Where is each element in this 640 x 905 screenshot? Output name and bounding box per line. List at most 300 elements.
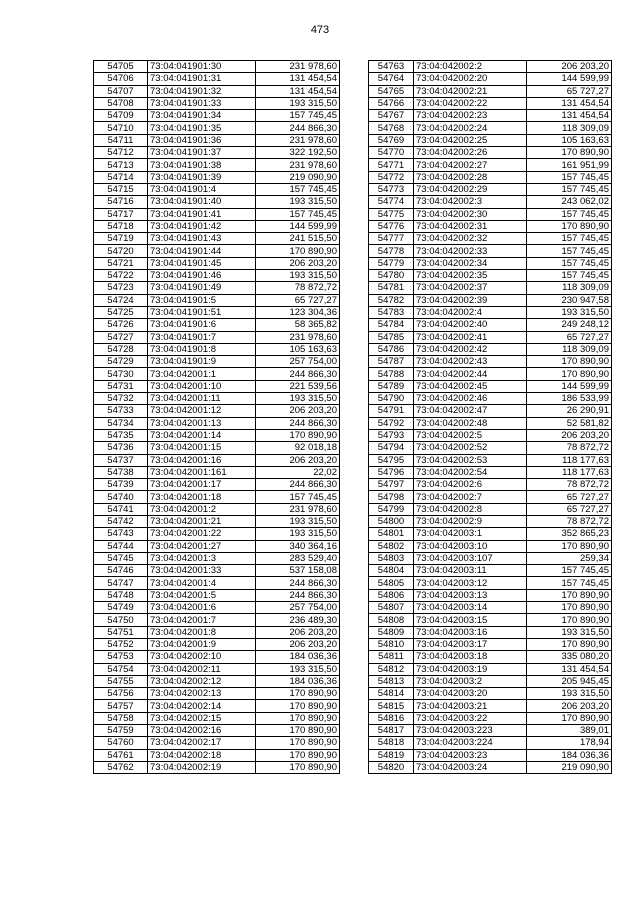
cadastral-number: 73:04:042002:34 [414,257,527,269]
cadastral-value: 52 581,82 [527,417,612,429]
table-row [94,171,340,183]
cadastral-number: 73:04:042002:17 [148,737,256,749]
cadastral-value: 157 745,45 [527,208,612,220]
cadastral-number: 73:04:042002:2 [414,61,527,73]
cadastral-value: 193 315,50 [527,688,612,700]
row-number: 54777 [369,233,414,245]
table-row [94,638,340,650]
cadastral-value: 231 978,60 [256,134,340,146]
row-number: 54815 [369,700,414,712]
cadastral-value: 22,02 [256,466,340,478]
cadastral-value: 65 727,27 [527,331,612,343]
row-number: 54717 [94,208,148,220]
row-number: 54769 [369,134,414,146]
table-row [369,294,612,306]
table-row [369,577,612,589]
table-row [369,638,612,650]
row-number: 54818 [369,737,414,749]
table-row [94,614,340,626]
cadastral-value: 170 890,90 [527,147,612,159]
table-row [369,380,612,392]
cadastral-number: 73:04:042002:6 [414,479,527,491]
table-row [369,479,612,491]
register-table-left [93,60,340,774]
row-number: 54761 [94,749,148,761]
table-row [369,491,612,503]
row-number: 54799 [369,503,414,515]
table-row [94,429,340,441]
cadastral-value: 184 036,36 [256,651,340,663]
table-row [94,97,340,109]
table-row [369,552,612,564]
cadastral-value: 170 890,90 [256,749,340,761]
cadastral-value: 170 890,90 [256,245,340,257]
cadastral-number: 73:04:042002:39 [414,294,527,306]
row-number: 54741 [94,503,148,515]
cadastral-number: 73:04:041901:8 [148,343,256,355]
cadastral-number: 73:04:042002:33 [414,245,527,257]
table-row [94,245,340,257]
row-number: 54733 [94,405,148,417]
cadastral-number: 73:04:042002:37 [414,282,527,294]
row-number: 54798 [369,491,414,503]
cadastral-value: 193 315,50 [256,528,340,540]
cadastral-value: 170 890,90 [256,700,340,712]
table-row [369,183,612,195]
cadastral-number: 73:04:042001:12 [148,405,256,417]
table-row [94,712,340,724]
row-number: 54718 [94,220,148,232]
row-number: 54782 [369,294,414,306]
row-number: 54742 [94,515,148,527]
cadastral-number: 73:04:042002:10 [148,651,256,663]
cadastral-number: 73:04:042003:24 [414,761,527,773]
row-number: 54760 [94,737,148,749]
row-number: 54712 [94,147,148,159]
table-row [94,651,340,663]
cadastral-value: 193 315,50 [256,196,340,208]
table-row [369,220,612,232]
row-number: 54711 [94,134,148,146]
cadastral-number: 73:04:042003:18 [414,651,527,663]
table-row [94,761,340,773]
cadastral-value: 206 203,20 [256,638,340,650]
cadastral-value: 118 309,09 [527,343,612,355]
row-number: 54768 [369,122,414,134]
cadastral-value: 244 866,30 [256,479,340,491]
row-number: 54773 [369,183,414,195]
cadastral-number: 73:04:042002:54 [414,466,527,478]
table-row [94,602,340,614]
table-row [369,208,612,220]
table-row [369,110,612,122]
table-row [94,159,340,171]
cadastral-number: 73:04:042002:18 [148,749,256,761]
table-row [369,417,612,429]
table-row [94,393,340,405]
cadastral-value: 65 727,27 [527,491,612,503]
cadastral-number: 73:04:042002:9 [414,515,527,527]
row-number: 54791 [369,405,414,417]
cadastral-value: 157 745,45 [527,270,612,282]
cadastral-number: 73:04:041901:9 [148,356,256,368]
cadastral-value: 193 315,50 [256,97,340,109]
cadastral-number: 73:04:042002:8 [414,503,527,515]
cadastral-value: 131 454,54 [527,663,612,675]
row-number: 54787 [369,356,414,368]
cadastral-value: 206 203,20 [256,454,340,466]
row-number: 54732 [94,393,148,405]
cadastral-value: 157 745,45 [527,171,612,183]
row-number: 54730 [94,368,148,380]
cadastral-value: 352 865,23 [527,528,612,540]
row-number: 54775 [369,208,414,220]
row-number: 54796 [369,466,414,478]
table-row [94,577,340,589]
table-row [369,245,612,257]
cadastral-value: 244 866,30 [256,589,340,601]
cadastral-number: 73:04:041901:34 [148,110,256,122]
cadastral-value: 144 599,99 [256,220,340,232]
cadastral-number: 73:04:042003:107 [414,552,527,564]
cadastral-value: 241 515,50 [256,233,340,245]
table-row [94,675,340,687]
table-row [94,220,340,232]
cadastral-value: 170 890,90 [527,589,612,601]
cadastral-number: 73:04:042001:18 [148,491,256,503]
row-number: 54811 [369,651,414,663]
cadastral-number: 73:04:041901:45 [148,257,256,269]
cadastral-number: 73:04:041901:5 [148,294,256,306]
cadastral-number: 73:04:042003:16 [414,626,527,638]
cadastral-value: 170 890,90 [527,614,612,626]
cadastral-number: 73:04:042001:2 [148,503,256,515]
cadastral-number: 73:04:042002:21 [414,85,527,97]
table-row [94,122,340,134]
cadastral-value: 118 177,63 [527,454,612,466]
row-number: 54749 [94,602,148,614]
row-number: 54755 [94,675,148,687]
row-number: 54776 [369,220,414,232]
table-row [369,429,612,441]
cadastral-number: 73:04:041901:49 [148,282,256,294]
row-number: 54709 [94,110,148,122]
cadastral-number: 73:04:042002:44 [414,368,527,380]
cadastral-value: 78 872,72 [527,515,612,527]
cadastral-value: 65 727,27 [527,85,612,97]
cadastral-value: 335 080,20 [527,651,612,663]
row-number: 54772 [369,171,414,183]
row-number: 54708 [94,97,148,109]
cadastral-number: 73:04:042003:223 [414,725,527,737]
cadastral-value: 206 203,20 [256,257,340,269]
table-row [94,454,340,466]
table-row [94,442,340,454]
table-row [369,651,612,663]
cadastral-value: 230 947,58 [527,294,612,306]
cadastral-number: 73:04:042003:2 [414,675,527,687]
row-number: 54819 [369,749,414,761]
cadastral-value: 244 866,30 [256,577,340,589]
row-number: 54820 [369,761,414,773]
cadastral-number: 73:04:042001:4 [148,577,256,589]
cadastral-number: 73:04:042001:16 [148,454,256,466]
row-number: 54784 [369,319,414,331]
cadastral-number: 73:04:042001:10 [148,380,256,392]
row-number: 54721 [94,257,148,269]
cadastral-number: 73:04:041901:43 [148,233,256,245]
cadastral-value: 157 745,45 [527,233,612,245]
cadastral-number: 73:04:042001:161 [148,466,256,478]
row-number: 54754 [94,663,148,675]
cadastral-number: 73:04:042002:11 [148,663,256,675]
cadastral-value: 231 978,60 [256,503,340,515]
row-number: 54795 [369,454,414,466]
cadastral-number: 73:04:041901:40 [148,196,256,208]
row-number: 54800 [369,515,414,527]
table-row [94,749,340,761]
row-number: 54710 [94,122,148,134]
row-number: 54778 [369,245,414,257]
table-row [369,405,612,417]
cadastral-value: 157 745,45 [256,183,340,195]
cadastral-value: 131 454,54 [256,73,340,85]
cadastral-value: 118 309,09 [527,282,612,294]
cadastral-value: 236 489,30 [256,614,340,626]
table-row [94,405,340,417]
cadastral-number: 73:04:042002:41 [414,331,527,343]
row-number: 54810 [369,638,414,650]
cadastral-value: 537 158,08 [256,565,340,577]
cadastral-number: 73:04:042002:23 [414,110,527,122]
cadastral-number: 73:04:042001:5 [148,589,256,601]
table-row [369,614,612,626]
row-number: 54806 [369,589,414,601]
table-row [369,343,612,355]
row-number: 54720 [94,245,148,257]
table-row [94,85,340,97]
cadastral-number: 73:04:042002:29 [414,183,527,195]
row-number: 54734 [94,417,148,429]
cadastral-number: 73:04:041901:4 [148,183,256,195]
table-row [94,147,340,159]
table-row [369,749,612,761]
row-number: 54756 [94,688,148,700]
cadastral-number: 73:04:042002:45 [414,380,527,392]
cadastral-number: 73:04:041901:31 [148,73,256,85]
cadastral-value: 206 203,20 [527,429,612,441]
table-row [94,196,340,208]
row-number: 54805 [369,577,414,589]
cadastral-value: 118 309,09 [527,122,612,134]
table-row [369,61,612,73]
cadastral-value: 170 890,90 [256,712,340,724]
cadastral-value: 170 890,90 [527,712,612,724]
cadastral-value: 206 203,20 [256,626,340,638]
row-number: 54738 [94,466,148,478]
cadastral-value: 170 890,90 [527,540,612,552]
cadastral-value: 170 890,90 [256,761,340,773]
row-number: 54803 [369,552,414,564]
cadastral-value: 170 890,90 [527,220,612,232]
cadastral-number: 73:04:041901:36 [148,134,256,146]
cadastral-value: 170 890,90 [256,725,340,737]
table-row [369,196,612,208]
cadastral-number: 73:04:042002:14 [148,700,256,712]
table-row [369,663,612,675]
cadastral-value: 243 062,02 [527,196,612,208]
table-row [369,602,612,614]
register-table-right [368,60,612,774]
table-row [94,565,340,577]
cadastral-value: 206 203,20 [527,700,612,712]
cadastral-value: 193 315,50 [527,626,612,638]
row-number: 54753 [94,651,148,663]
table-row [369,171,612,183]
row-number: 54765 [369,85,414,97]
cadastral-number: 73:04:041901:33 [148,97,256,109]
table-row [369,331,612,343]
row-number: 54713 [94,159,148,171]
row-number: 54786 [369,343,414,355]
row-number: 54740 [94,491,148,503]
cadastral-number: 73:04:042003:21 [414,700,527,712]
cadastral-number: 73:04:042001:11 [148,393,256,405]
row-number: 54785 [369,331,414,343]
cadastral-number: 73:04:042002:42 [414,343,527,355]
cadastral-value: 193 315,50 [527,306,612,318]
cadastral-number: 73:04:041901:44 [148,245,256,257]
table-row [369,122,612,134]
row-number: 54705 [94,61,148,73]
row-number: 54743 [94,528,148,540]
table-row [369,270,612,282]
table-row [94,73,340,85]
row-number: 54792 [369,417,414,429]
cadastral-number: 73:04:042003:12 [414,577,527,589]
cadastral-number: 73:04:042002:24 [414,122,527,134]
row-number: 54737 [94,454,148,466]
cadastral-value: 340 364,16 [256,540,340,552]
row-number: 54745 [94,552,148,564]
table-row [94,294,340,306]
cadastral-value: 65 727,27 [527,503,612,515]
cadastral-value: 105 163,63 [256,343,340,355]
cadastral-number: 73:04:041901:46 [148,270,256,282]
table-row [369,589,612,601]
cadastral-value: 78 872,72 [256,282,340,294]
cadastral-value: 219 090,90 [256,171,340,183]
cadastral-number: 73:04:042003:23 [414,749,527,761]
row-number: 54789 [369,380,414,392]
cadastral-number: 73:04:042002:4 [414,306,527,318]
table-row [369,466,612,478]
table-row [94,208,340,220]
cadastral-number: 73:04:042002:53 [414,454,527,466]
cadastral-number: 73:04:041901:42 [148,220,256,232]
cadastral-value: 193 315,50 [256,515,340,527]
cadastral-value: 26 290,91 [527,405,612,417]
table-row [94,319,340,331]
table-row [369,306,612,318]
cadastral-number: 73:04:042002:46 [414,393,527,405]
table-row [94,257,340,269]
cadastral-number: 73:04:042003:19 [414,663,527,675]
row-number: 54759 [94,725,148,737]
table-row [369,700,612,712]
cadastral-number: 73:04:042002:35 [414,270,527,282]
table-row [369,688,612,700]
table-row [94,528,340,540]
cadastral-number: 73:04:042003:14 [414,602,527,614]
table-row [94,110,340,122]
table-row [369,540,612,552]
cadastral-number: 73:04:042002:19 [148,761,256,773]
table-row [94,466,340,478]
cadastral-number: 73:04:042002:3 [414,196,527,208]
cadastral-number: 73:04:042002:15 [148,712,256,724]
cadastral-value: 118 177,63 [527,466,612,478]
table-row [369,675,612,687]
cadastral-number: 73:04:042002:25 [414,134,527,146]
cadastral-number: 73:04:041901:41 [148,208,256,220]
row-number: 54747 [94,577,148,589]
row-number: 54764 [369,73,414,85]
cadastral-number: 73:04:042003:22 [414,712,527,724]
cadastral-number: 73:04:042002:47 [414,405,527,417]
row-number: 54750 [94,614,148,626]
cadastral-value: 231 978,60 [256,159,340,171]
cadastral-number: 73:04:042001:13 [148,417,256,429]
row-number: 54793 [369,429,414,441]
cadastral-number: 73:04:042003:20 [414,688,527,700]
cadastral-number: 73:04:042001:33 [148,565,256,577]
table-row [369,97,612,109]
cadastral-number: 73:04:042003:10 [414,540,527,552]
table-row [94,700,340,712]
cadastral-value: 389,01 [527,725,612,737]
cadastral-value: 206 203,20 [527,61,612,73]
cadastral-number: 73:04:041901:7 [148,331,256,343]
cadastral-value: 244 866,30 [256,122,340,134]
table-row [369,528,612,540]
cadastral-value: 231 978,60 [256,61,340,73]
row-number: 54774 [369,196,414,208]
row-number: 54780 [369,270,414,282]
table-row [369,319,612,331]
table-row [94,356,340,368]
cadastral-value: 221 539,56 [256,380,340,392]
row-number: 54790 [369,393,414,405]
row-number: 54706 [94,73,148,85]
cadastral-value: 157 745,45 [256,110,340,122]
row-number: 54746 [94,565,148,577]
cadastral-number: 73:04:042002:31 [414,220,527,232]
cadastral-number: 73:04:041901:6 [148,319,256,331]
cadastral-value: 257 754,00 [256,356,340,368]
row-number: 54744 [94,540,148,552]
cadastral-number: 73:04:042002:32 [414,233,527,245]
row-number: 54728 [94,343,148,355]
row-number: 54770 [369,147,414,159]
cadastral-value: 157 745,45 [256,208,340,220]
row-number: 54758 [94,712,148,724]
table-row [369,73,612,85]
cadastral-number: 73:04:042001:3 [148,552,256,564]
cadastral-value: 193 315,50 [256,663,340,675]
row-number: 54726 [94,319,148,331]
cadastral-value: 244 866,30 [256,368,340,380]
